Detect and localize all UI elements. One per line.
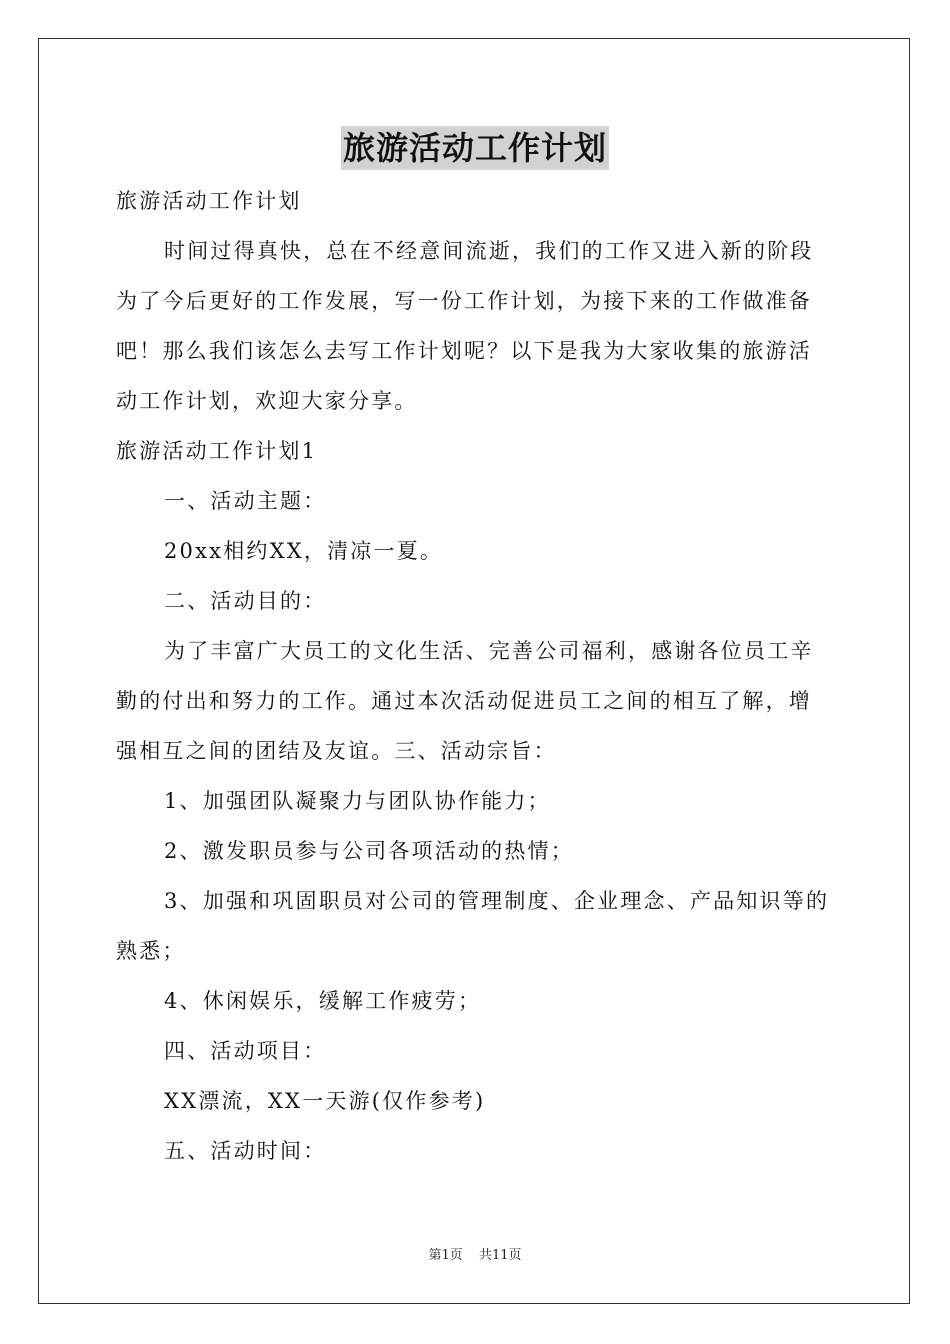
paragraph-4: 20xx相约XX，清凉一夏。 <box>164 539 444 563</box>
paragraph-6: 为了丰富广大员工的文化生活、完善公司福利，感谢各位员工辛勤的付出和努力的工作。通过本次活动促进员工之间的相互了解，增强相互之间的团结及友谊。三、活动宗旨： <box>116 639 814 763</box>
document-body <box>116 176 834 1176</box>
paragraph-11: 四、活动项目： <box>164 1039 327 1063</box>
page-footer <box>0 1246 950 1266</box>
page-number: 第1页 <box>428 1248 463 1263</box>
paragraph-8: 2、激发职员参与公司各项活动的热情； <box>164 839 574 863</box>
paragraph-5: 二、活动目的： <box>164 589 327 613</box>
paragraph-10: 4、休闲娱乐，缓解工作疲劳； <box>164 989 482 1013</box>
paragraph-13: 五、活动时间： <box>164 1139 327 1163</box>
paragraph-0: 旅游活动工作计划 <box>116 189 302 213</box>
paragraph-1: 时间过得真快，总在不经意间流逝，我们的工作又进入新的阶段为了今后更好的工作发展，写一份工作计划，为接下来的工作做准备吧！那么我们该怎么去写工作计划呢？以下是我为大家收集的旅游活动工作计划，欢迎大家分享。 <box>116 239 814 413</box>
document-title: 旅游活动工作计划 <box>341 126 609 170</box>
title-wrap <box>0 126 950 170</box>
paragraph-9: 3、加强和巩固职员对公司的管理制度、企业理念、产品知识等的熟悉； <box>116 889 830 963</box>
paragraph-12: XX漂流，XX一天游(仅作参考) <box>164 1089 486 1113</box>
paragraph-3: 一、活动主题： <box>164 489 327 513</box>
paragraph-2: 旅游活动工作计划1 <box>116 439 318 463</box>
paragraph-7: 1、加强团队凝聚力与团队协作能力； <box>164 789 551 813</box>
page-total: 共11页 <box>478 1248 522 1263</box>
